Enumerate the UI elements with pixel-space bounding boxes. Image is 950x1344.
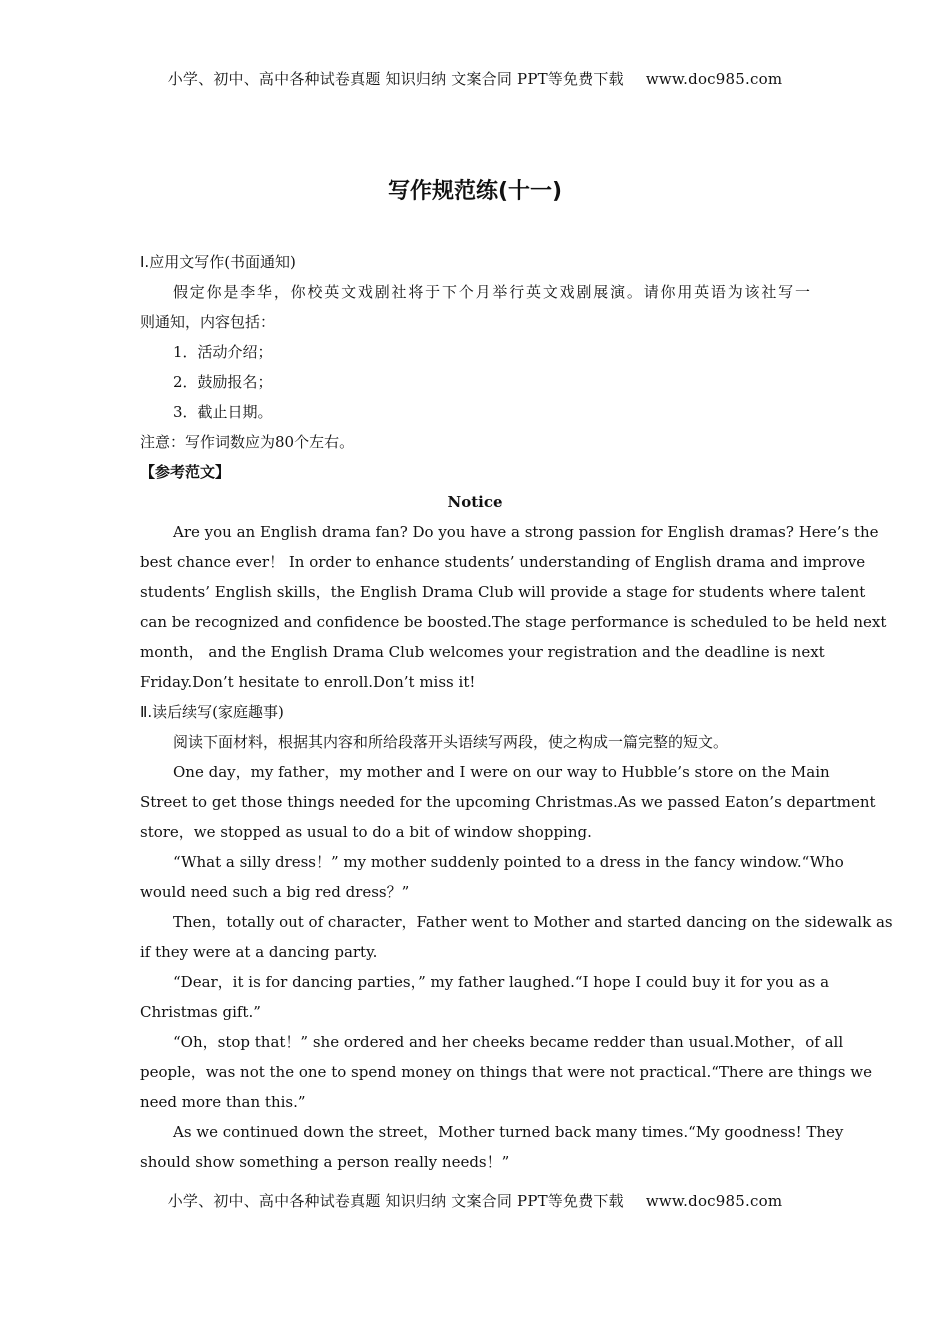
story-line: “Oh，stop that！” she ordered and her cheeks became redder than usual.Mother，of all — [173, 1033, 844, 1051]
story-line: need more than this.” — [140, 1093, 306, 1111]
page-title: 写作规范练(十一) — [387, 179, 563, 204]
section2-instruction: 阅读下面材料，根据其内容和所给段落开头语续写两段，使之构成一篇完整的短文。 — [173, 733, 729, 751]
story-line: store，we stopped as usual to do a bit of window shopping. — [140, 823, 592, 841]
essay-line: month， and the English Drama Club welcomes your registration and the deadline is next — [140, 643, 825, 661]
page-header — [0, 68, 950, 89]
story-line: should show something a person really needs！” — [140, 1153, 510, 1171]
story-line: people，was not the one to spend money on things that were not practical.“There are things we — [140, 1063, 872, 1081]
story-line: would need such a big red dress？” — [140, 883, 410, 901]
footer-url[interactable]: www.doc985.com — [645, 1192, 783, 1210]
story-line: Then，totally out of character，Father went to Mother and started dancing on the sidewalk as — [173, 913, 893, 931]
header-url[interactable]: www.doc985.com — [645, 70, 783, 88]
story-line: As we continued down the street，Mother turned back many times.“My goodness! They — [173, 1123, 844, 1141]
section1-prompt-line: 假定你是李华，你校英文戏剧社将于下个月举行英文戏剧展演。请你用英语为该社写一 — [173, 283, 810, 301]
section1-prompt-line: 则通知，内容包括： — [140, 313, 276, 331]
footer-text: 小学、初中、高中各种试卷真题 知识归纳 文案合同 PPT等免费下载 — [167, 1192, 624, 1210]
essay-line: Friday.Don’t hesitate to enroll.Don’t miss it! — [140, 673, 476, 691]
essay-line: students’ English skills，the English Drama Club will provide a stage for students where talent — [140, 583, 866, 601]
section1-item: 1．活动介绍； — [173, 343, 273, 361]
page-footer — [0, 1190, 950, 1211]
section1-heading: Ⅰ.应用文写作(书面通知) — [140, 253, 296, 271]
essay-line: can be recognized and confidence be boosted.The stage performance is scheduled to be held next — [140, 613, 887, 631]
story-line: Christmas gift.” — [140, 1003, 261, 1021]
essay-title: Notice — [447, 493, 503, 511]
section1-note: 注意：写作词数应为80个左右。 — [140, 433, 355, 451]
document-body — [140, 247, 893, 1177]
essay-line: Are you an English drama fan? Do you have a strong passion for English dramas? Here’s the — [173, 523, 879, 541]
story-line: “What a silly dress！” my mother suddenly pointed to a dress in the fancy window.“Who — [173, 853, 844, 871]
reference-label: 【参考范文】 — [140, 463, 231, 481]
story-line: Street to get those things needed for the upcoming Christmas.As we passed Eaton’s department — [140, 793, 876, 811]
section2-heading: Ⅱ.读后续写(家庭趣事) — [140, 703, 284, 721]
section1-item: 3．截止日期。 — [173, 403, 273, 421]
story-line: One day，my father，my mother and I were on our way to Hubble’s store on the Main — [173, 763, 830, 781]
story-line: if they were at a dancing party. — [140, 943, 378, 961]
section1-item: 2．鼓励报名； — [173, 373, 273, 391]
story-line: “Dear，it is for dancing parties，” my father laughed.“I hope I could buy it for you as a — [173, 973, 830, 991]
header-text: 小学、初中、高中各种试卷真题 知识归纳 文案合同 PPT等免费下载 — [167, 70, 624, 88]
essay-line: best chance ever！ In order to enhance students’ understanding of English drama and improve — [140, 553, 866, 571]
